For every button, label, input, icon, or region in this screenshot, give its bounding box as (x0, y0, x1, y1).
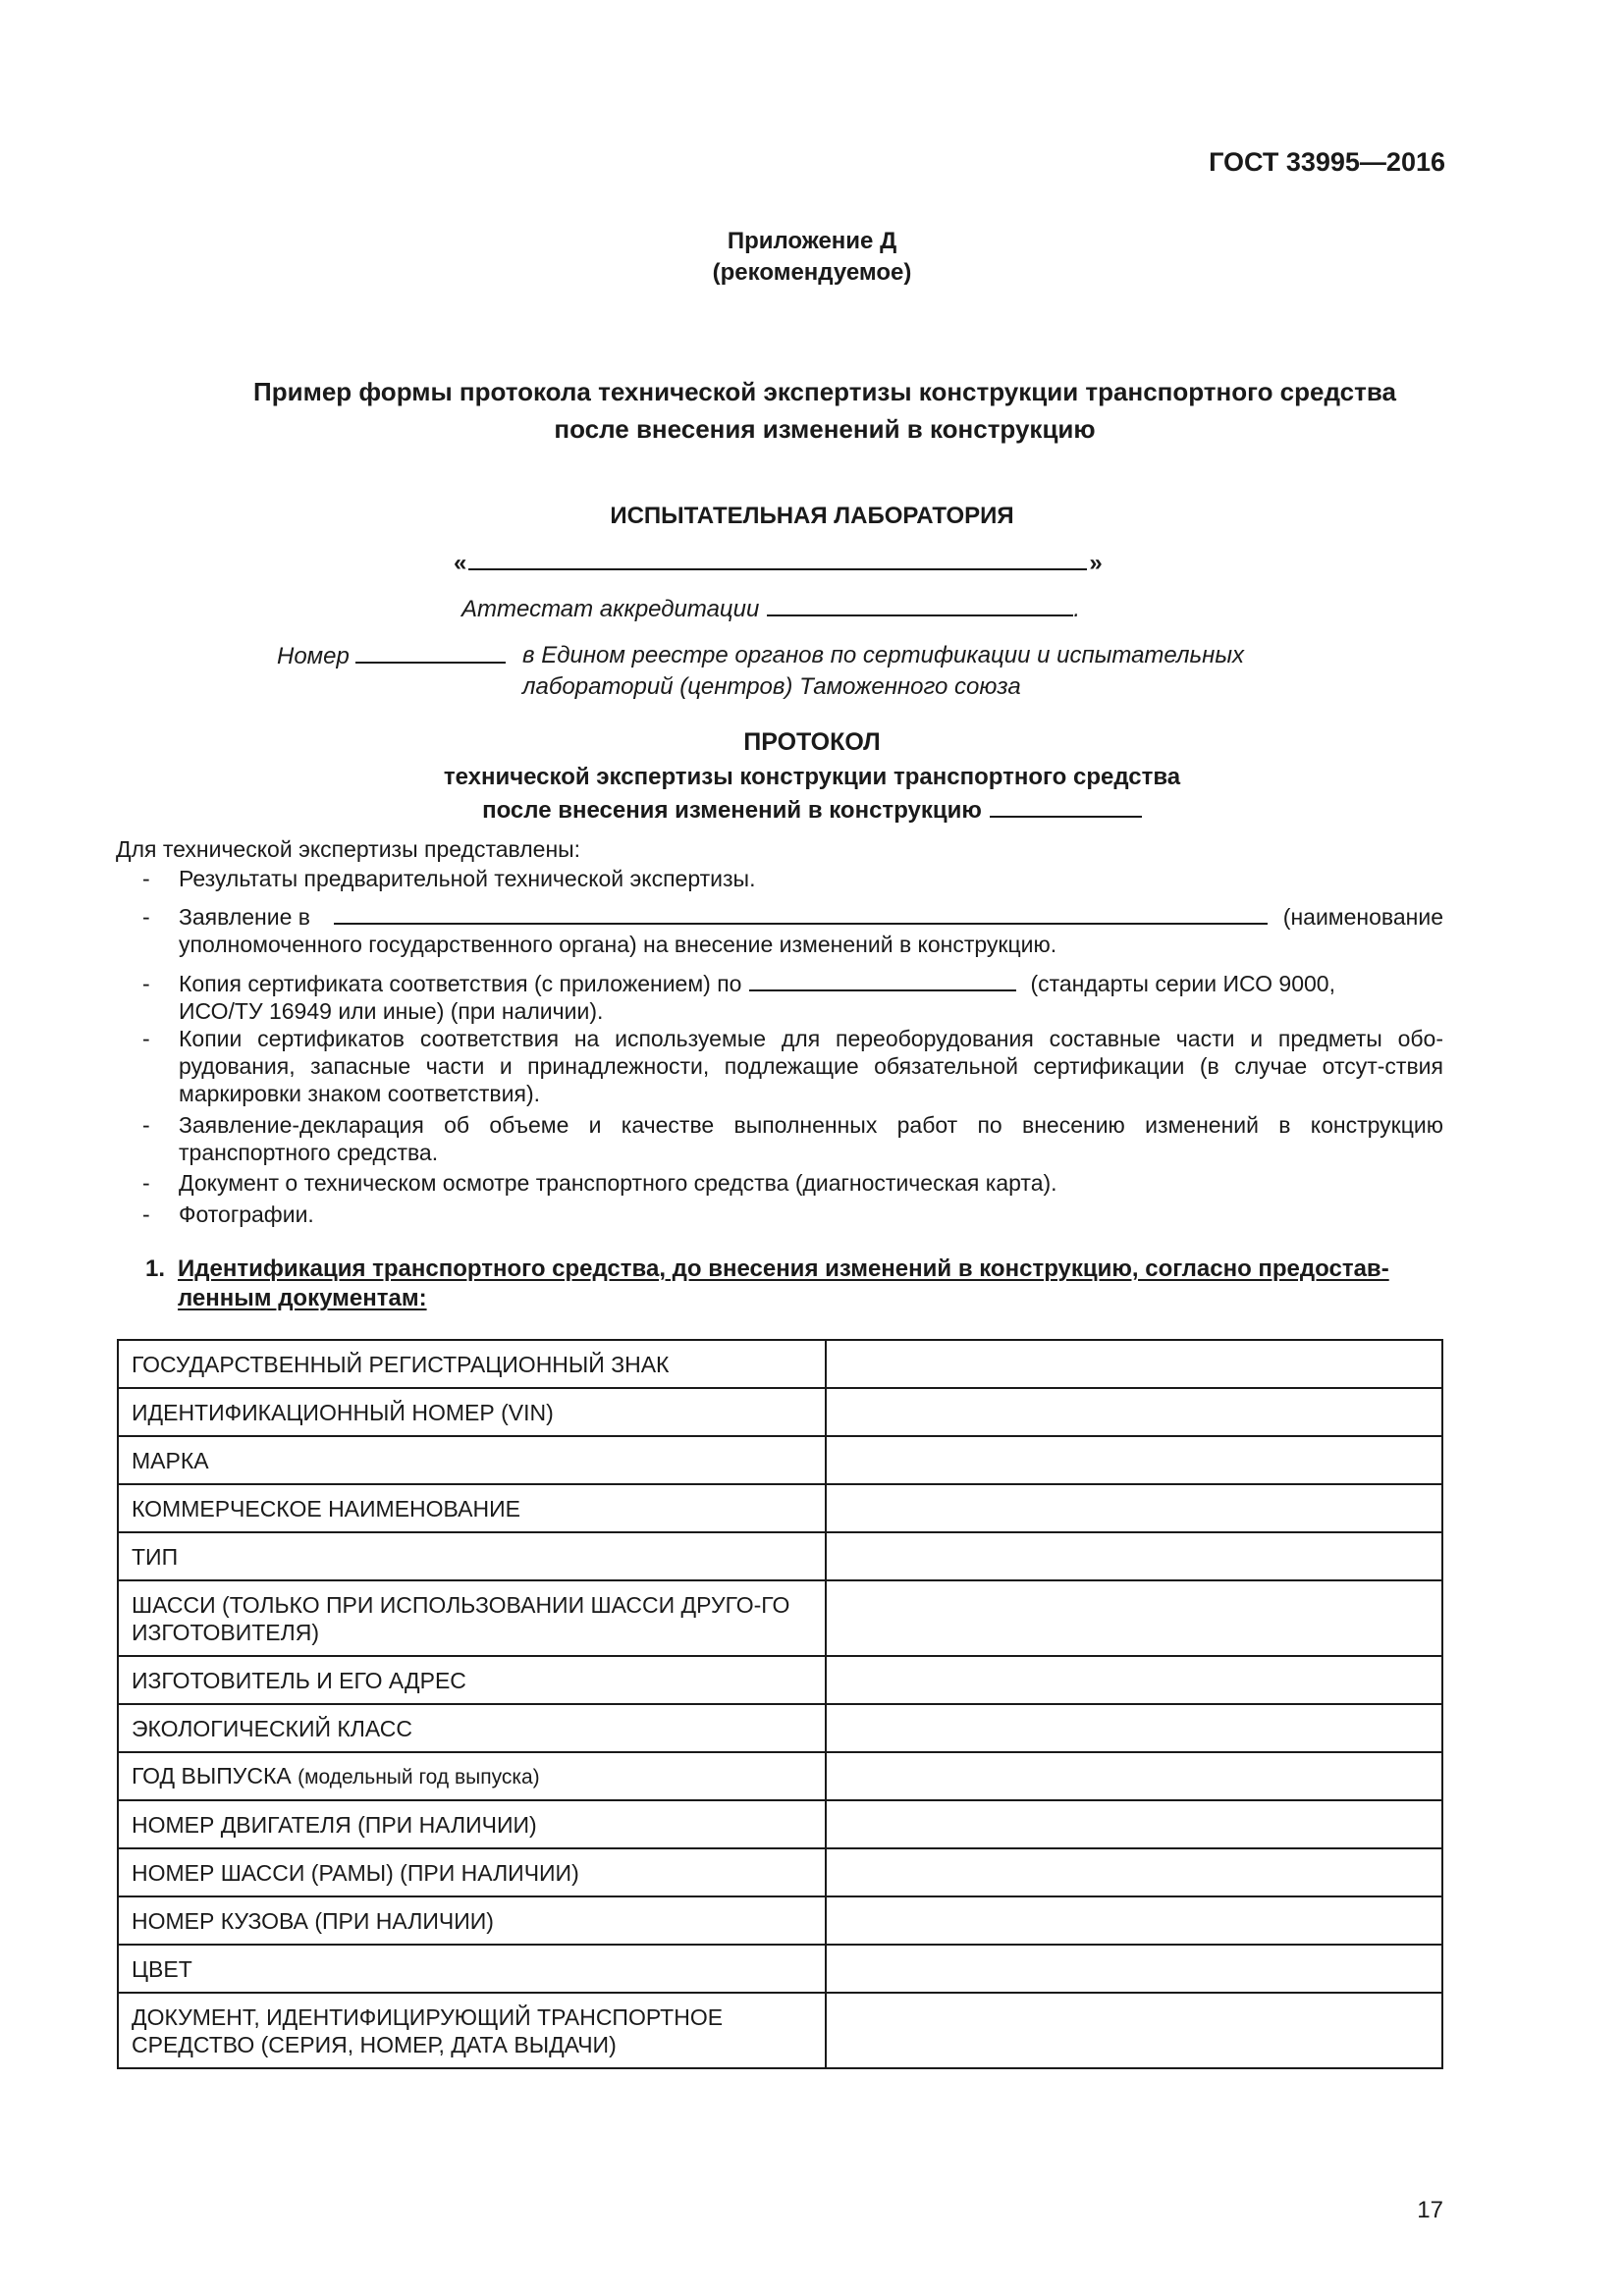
row-value-cell[interactable] (826, 1993, 1442, 2068)
certificate-blank[interactable] (749, 970, 1016, 991)
year-note: (модельный год выпуска) (298, 1765, 540, 1789)
row-value-cell[interactable] (826, 1848, 1442, 1896)
table-row (118, 1896, 1442, 1945)
row-value-cell[interactable] (826, 1532, 1442, 1580)
annex-title: Приложение Д (727, 228, 897, 254)
registry-text-line2: лабораторий (центров) Таможенного союза (522, 673, 1021, 700)
row-value-cell[interactable] (826, 1945, 1442, 1993)
accreditation-label: Аттестат аккредитации (461, 596, 760, 622)
row-label: ДОКУМЕНТ, ИДЕНТИФИЦИРУЮЩИЙ ТРАНСПОРТНОЕ СРЕДСТВО (СЕРИЯ, НОМЕР, ДАТА ВЫДАЧИ) (118, 1993, 826, 2068)
table-row (118, 1945, 1442, 1993)
registry-number-field (277, 640, 506, 670)
registry-text (522, 640, 1244, 703)
row-value-cell[interactable] (826, 1388, 1442, 1436)
row-value-cell[interactable] (826, 1656, 1442, 1704)
certificate-end: (стандарты серии ИСО 9000, (1030, 971, 1335, 996)
accreditation-blank[interactable] (767, 593, 1073, 616)
section-1-heading (145, 1255, 1443, 1313)
authority-blank[interactable] (334, 903, 1268, 925)
row-label: ГОСУДАРСТВЕННЫЙ РЕГИСТРАЦИОННЫЙ ЗНАК (118, 1340, 826, 1388)
row-value-cell[interactable] (826, 1436, 1442, 1484)
standard-number: ГОСТ 33995—2016 (1209, 147, 1445, 177)
registry-number-label: Номер (277, 643, 350, 669)
row-label: ЭКОЛОГИЧЕСКИЙ КЛАСС (118, 1704, 826, 1752)
list-dash: - (142, 1026, 150, 1051)
row-value-cell[interactable] (826, 1752, 1442, 1800)
list-item (142, 903, 1443, 958)
table-row (118, 1484, 1442, 1532)
annex-status: (рекомендуемое) (712, 259, 912, 286)
list-item (142, 1111, 1443, 1166)
list-item-text: Результаты предварительной технической экспертизы. (179, 866, 756, 891)
protocol-subtitle (0, 761, 1624, 828)
row-label: НОМЕР ДВИГАТЕЛЯ (ПРИ НАЛИЧИИ) (118, 1800, 826, 1848)
list-dash: - (142, 904, 150, 930)
certificate-line2: ИСО/ТУ 16949 или иные) (при наличии). (179, 998, 604, 1024)
row-value-cell[interactable] (826, 1896, 1442, 1945)
lab-heading: ИСПЫТАТЕЛЬНАЯ ЛАБОРАТОРИЯ (610, 503, 1014, 529)
row-label: НОМЕР ШАССИ (РАМЫ) (ПРИ НАЛИЧИИ) (118, 1848, 826, 1896)
table-row (118, 1752, 1442, 1800)
list-dash: - (142, 1201, 150, 1227)
row-value-cell[interactable] (826, 1580, 1442, 1656)
form-title (137, 373, 1512, 448)
lab-name-field (454, 547, 1103, 577)
certificate-start: Копия сертификата соответствия (с приложением) по (179, 971, 742, 996)
registry-number-blank[interactable] (355, 640, 506, 664)
form-title-line1: Пример формы протокола технической экспертизы конструкции транспортного средства (253, 377, 1396, 406)
table-row (118, 1532, 1442, 1580)
list-dash: - (142, 1170, 150, 1196)
documents-intro: Для технической экспертизы представлены: (116, 836, 581, 862)
row-label: ИЗГОТОВИТЕЛЬ И ЕГО АДРЕС (118, 1656, 826, 1704)
open-quote: « (454, 550, 467, 576)
lab-name-blank[interactable] (468, 547, 1087, 570)
section-1-title: Идентификация транспортного средства, до внесения изменений в конструкцию, согласно предостав-ленным документам: (178, 1255, 1389, 1311)
table-row (118, 1436, 1442, 1484)
annex-heading (0, 226, 1624, 289)
list-item-text (142, 970, 1443, 1025)
list-item (142, 1201, 1443, 1228)
form-title-line2: после внесения изменений в конструкцию (554, 414, 1096, 444)
list-item-text: Фотографии. (179, 1201, 314, 1227)
row-label: ТИП (118, 1532, 826, 1580)
row-label: ЦВЕТ (118, 1945, 826, 1993)
row-label: ШАССИ (ТОЛЬКО ПРИ ИСПОЛЬЗОВАНИИ ШАССИ ДРУГО-ГО ИЗГОТОВИТЕЛЯ) (118, 1580, 826, 1656)
list-item-text (142, 903, 1443, 958)
year-label: ГОД ВЫПУСКА (132, 1762, 292, 1789)
vehicle-identification-table (117, 1339, 1443, 2069)
table-row (118, 1704, 1442, 1752)
list-item-text: Копии сертификатов соответствия на используемые для переоборудования составные части и предметы обо-рудования, запасные части и принадлежности, подлежащие обязательной сертификации (в случае отсут-ствия маркировки знаком соответствия). (179, 1026, 1443, 1106)
protocol-subtitle-line1: технической экспертизы конструкции транспортного средства (443, 764, 1181, 790)
list-item (142, 1169, 1443, 1197)
list-dash: - (142, 971, 150, 996)
section-1-number: 1. (145, 1255, 166, 1282)
application-line2: уполномоченного государственного органа) на внесение изменений в конструкцию. (179, 932, 1057, 957)
protocol-number-blank[interactable] (990, 794, 1142, 818)
row-label: ИДЕНТИФИКАЦИОННЫЙ НОМЕР (VIN) (118, 1388, 826, 1436)
registry-text-line1: в Едином реестре органов по сертификации и испытательных (522, 642, 1244, 668)
row-label (118, 1752, 826, 1800)
table-row (118, 1580, 1442, 1656)
list-item (142, 865, 1443, 892)
row-label: КОММЕРЧЕСКОЕ НАИМЕНОВАНИЕ (118, 1484, 826, 1532)
row-value-cell[interactable] (826, 1484, 1442, 1532)
protocol-heading: ПРОТОКОЛ (743, 728, 881, 756)
table-row (118, 1848, 1442, 1896)
protocol-subtitle-line2 (0, 794, 1624, 828)
list-item-text: Заявление-декларация об объеме и качестве выполненных работ по внесению изменений в конструкцию транспортного средства. (179, 1112, 1443, 1165)
table-row (118, 1388, 1442, 1436)
table-row (118, 1656, 1442, 1704)
row-label: НОМЕР КУЗОВА (ПРИ НАЛИЧИИ) (118, 1896, 826, 1945)
accreditation-end: . (1073, 596, 1081, 622)
accreditation-field (461, 593, 1080, 623)
list-item (142, 970, 1443, 1025)
list-item-text: Документ о техническом осмотре транспортного средства (диагностическая карта). (179, 1170, 1057, 1196)
page-number: 17 (1417, 2197, 1443, 2223)
list-dash: - (142, 866, 150, 891)
list-dash: - (142, 1112, 150, 1138)
table-row (118, 1340, 1442, 1388)
table-row (118, 1993, 1442, 2068)
application-end: (наименование (1282, 904, 1443, 930)
close-quote: » (1089, 550, 1103, 576)
row-value-cell[interactable] (826, 1704, 1442, 1752)
application-start: Заявление в (179, 904, 310, 930)
row-value-cell[interactable] (826, 1800, 1442, 1848)
protocol-subtitle-line2-text: после внесения изменений в конструкцию (482, 797, 982, 824)
row-label: МАРКА (118, 1436, 826, 1484)
list-item (142, 1025, 1443, 1107)
table-row (118, 1800, 1442, 1848)
row-value-cell[interactable] (826, 1340, 1442, 1388)
